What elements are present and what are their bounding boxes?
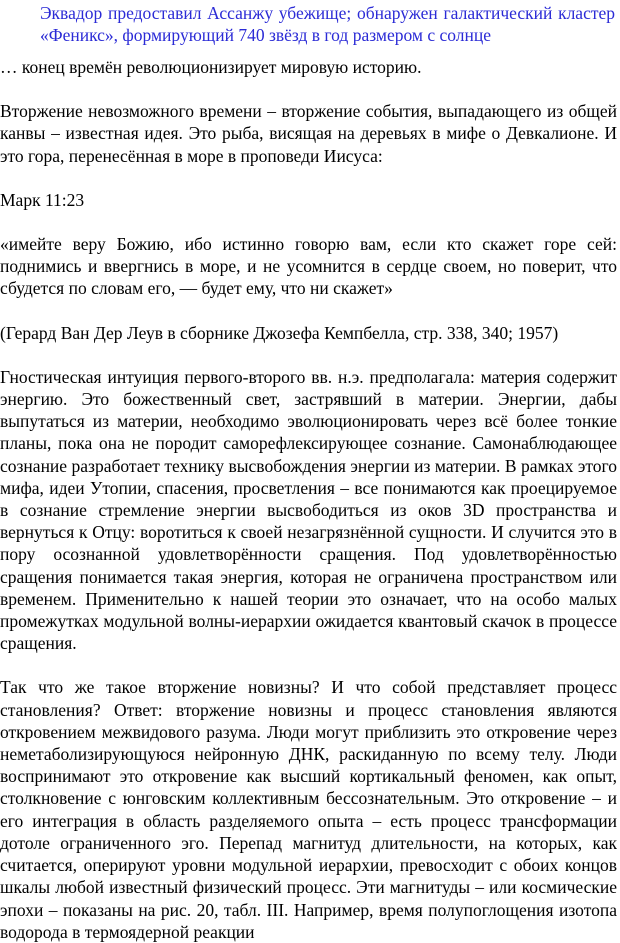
paragraph-gnostic: Гностическая интуиция первого-второго вв. н.э. предполагала: материя содержит энергию. Это божественный свет, застрявший в материи. Энергии, дабы выпутаться из материи, необходимо эволюционировать через всё более тонкие планы, пока она не породит саморефлексирующее сознание. Самонаблюдающее сознание разработает технику высвобождения энергии из материи. В рамках этого мифа, идеи Утопии, спасения, просветления – все понимаются как проецируемое в сознание стремление энергии высвободиться из оков 3D пространства и вернуться к Отцу: воротиться к своей незагрязнённой сущности. И случится это в пору осознанной удовлетворённости сращения. Под удовлетворённостью сращения понимается такая энергия, которая не ограничена пространством или временем. Применительно к нашей теории это означает, что на особо малых промежутках модульной волны-иерархии ожидается квантовый скачок в процессе сращения. bbox=[0, 366, 617, 654]
paragraph-invasion: Вторжение невозможного времени – вторжение события, выпадающего из общей канвы – известная идея. Это рыба, висящая на деревьях в мифе о Девкалионе. И это гора, перенесённая в море в проповеди Иисуса: bbox=[0, 101, 617, 166]
page-header bbox=[40, 0, 615, 46]
paragraph-source: (Герард Ван Дер Леув в сборнике Джозефа Кемпбелла, стр. 338, 340; 1957) bbox=[0, 322, 559, 343]
paragraph-quote: «имейте веру Божию, ибо истинно говорю вам, если кто скажет горе сей: поднимись и ввергнись в море, и не усомнится в сердце своем, но поверит, что сбудется по словам его, — будет ему, что ни скажет» bbox=[0, 234, 617, 299]
paragraph-citation-ref: Марк 11:23 bbox=[0, 189, 85, 210]
paragraph-novelty: Так что же такое вторжение новизны? И что собой представляет процесс становления? Ответ: вторжение новизны и процесс становления являются откровением межвидового разума. Люди могут приблизить это откровение через неметаболизирующуюся нейронную ДНК, раскиданную по всему телу. Люди воспринимают это откровение как высший кортикальный феномен, как опыт, столкновение с юнговским коллективным бессознательным. Это откровение – и его интеграция в область разделяемого опыта – есть процесс трансформации дотоле ограниченного эго. Перепад магнитуд длительности, на которых, как считается, оперируют уровни модульной иерархии, превосходит с обоих концов шкалы любой известный физический процесс. Эти магнитуды – или космические эпохи – показаны на рис. 20, табл. III. Например, время полупоглощения изотопа водорода в термоядерной реакции bbox=[0, 677, 617, 942]
paragraph-intro: … конец времён революционизирует мировую историю. bbox=[0, 57, 422, 77]
document-body bbox=[0, 56, 617, 943]
header-title: Эквадор предоставил Ассанжу убежище; обнаружен галактический кластер «Феникс», формирующий 740 звёзд в год размером с солнце bbox=[40, 3, 615, 45]
